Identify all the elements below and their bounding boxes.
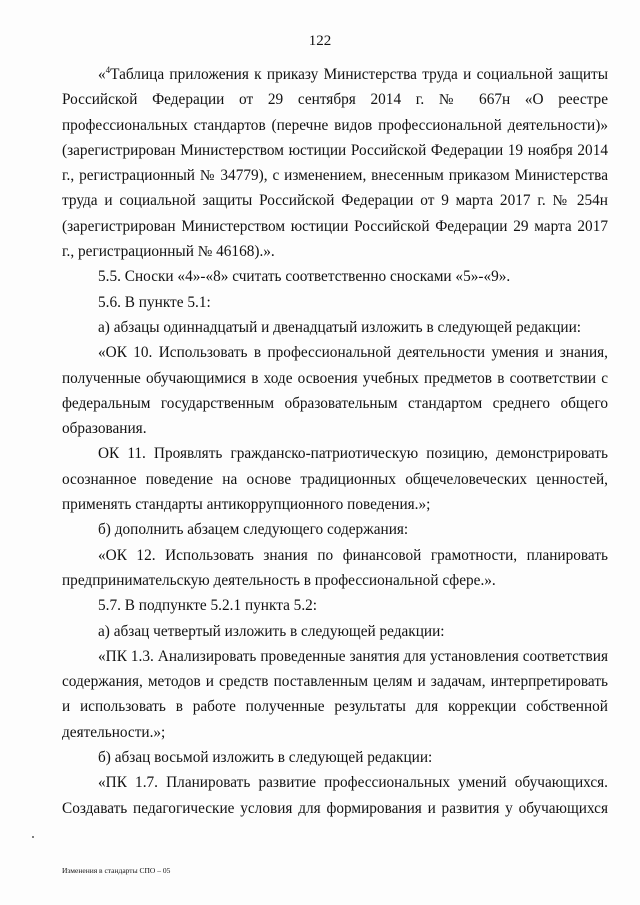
paragraph-5-6-a: а) абзацы одиннадцатый и двенадцатый изложить в следующей редакции: — [98, 318, 582, 336]
paragraph-ok-12: «ОК 12. Использовать знания по финансовой грамотности, планировать предпринимательскую деятельность в профессиональной сфере.». — [62, 546, 608, 589]
paragraph-pk-1-7: «ПК 1.7. Планировать развитие профессиональных умений обучающихся. Создавать педагогические условия для формирования и развития у обучающихся — [62, 774, 608, 817]
paragraph-5-6: 5.6. В пункте 5.1: — [98, 293, 211, 311]
footnote-marker: 4 — [105, 65, 111, 75]
paragraph-5-7-b: б) абзац восьмой изложить в следующей редакции: — [98, 749, 433, 767]
scan-speck — [32, 836, 34, 838]
page-footer: Изменения в стандарты СПО – 05 — [62, 866, 171, 875]
document-body — [62, 62, 608, 821]
paragraph-pk-1-3: «ПК 1.3. Анализировать проведенные занятия для установления соответствия содержания, методов и средств поставленным целям и задачам, интерпретировать и использовать в работе полученные результаты для коррекции собственной деятельности.»; — [62, 647, 608, 741]
paragraph-5-7-a: а) абзац четвертый изложить в следующей редакции: — [98, 622, 445, 640]
paragraph-5-7: 5.7. В подпункте 5.2.1 пункта 5.2: — [98, 597, 318, 615]
paragraph-5-5: 5.5. Сноски «4»-«8» считать соответственно сносками «5»-«9». — [98, 268, 511, 286]
paragraph-footnote-4 — [62, 62, 608, 264]
paragraph-text: Таблица приложения к приказу Министерства труда и социальной защиты Российской Федерации от 29 сентября 2014 г. № 667н «О реестре профессиональных стандартов (перечне видов профессиональной деятельности)» (зарегистрирован Министерством юстиции Российской Федерации 19 ноября 2014 г., регистрационный № 34779), с изменением, внесенным приказом Министерства труда и социальной защиты Российской Федерации от 9 марта 2017 г. № 254н (зарегистрирован Министерством юстиции Российской Федерации 29 марта 2017 г., регистрационный № 46168).». — [62, 66, 608, 261]
paragraph-ok-11: ОК 11. Проявлять гражданско-патриотическую позицию, демонстрировать осознанное поведение на основе традиционных общечеловеческих ценностей, применять стандарты антикоррупционного поведения.»; — [62, 445, 608, 514]
page-number: 122 — [308, 33, 332, 49]
paragraph-5-6-b: б) дополнить абзацем следующего содержания: — [98, 521, 409, 539]
open-quote: « — [98, 66, 106, 83]
paragraph-ok-10: «ОК 10. Использовать в профессиональной деятельности умения и знания, полученные обучающимися в ходе освоения учебных предметов в соответствии с федеральным государственным образовательным стандартом среднего общего образования. — [62, 344, 608, 438]
